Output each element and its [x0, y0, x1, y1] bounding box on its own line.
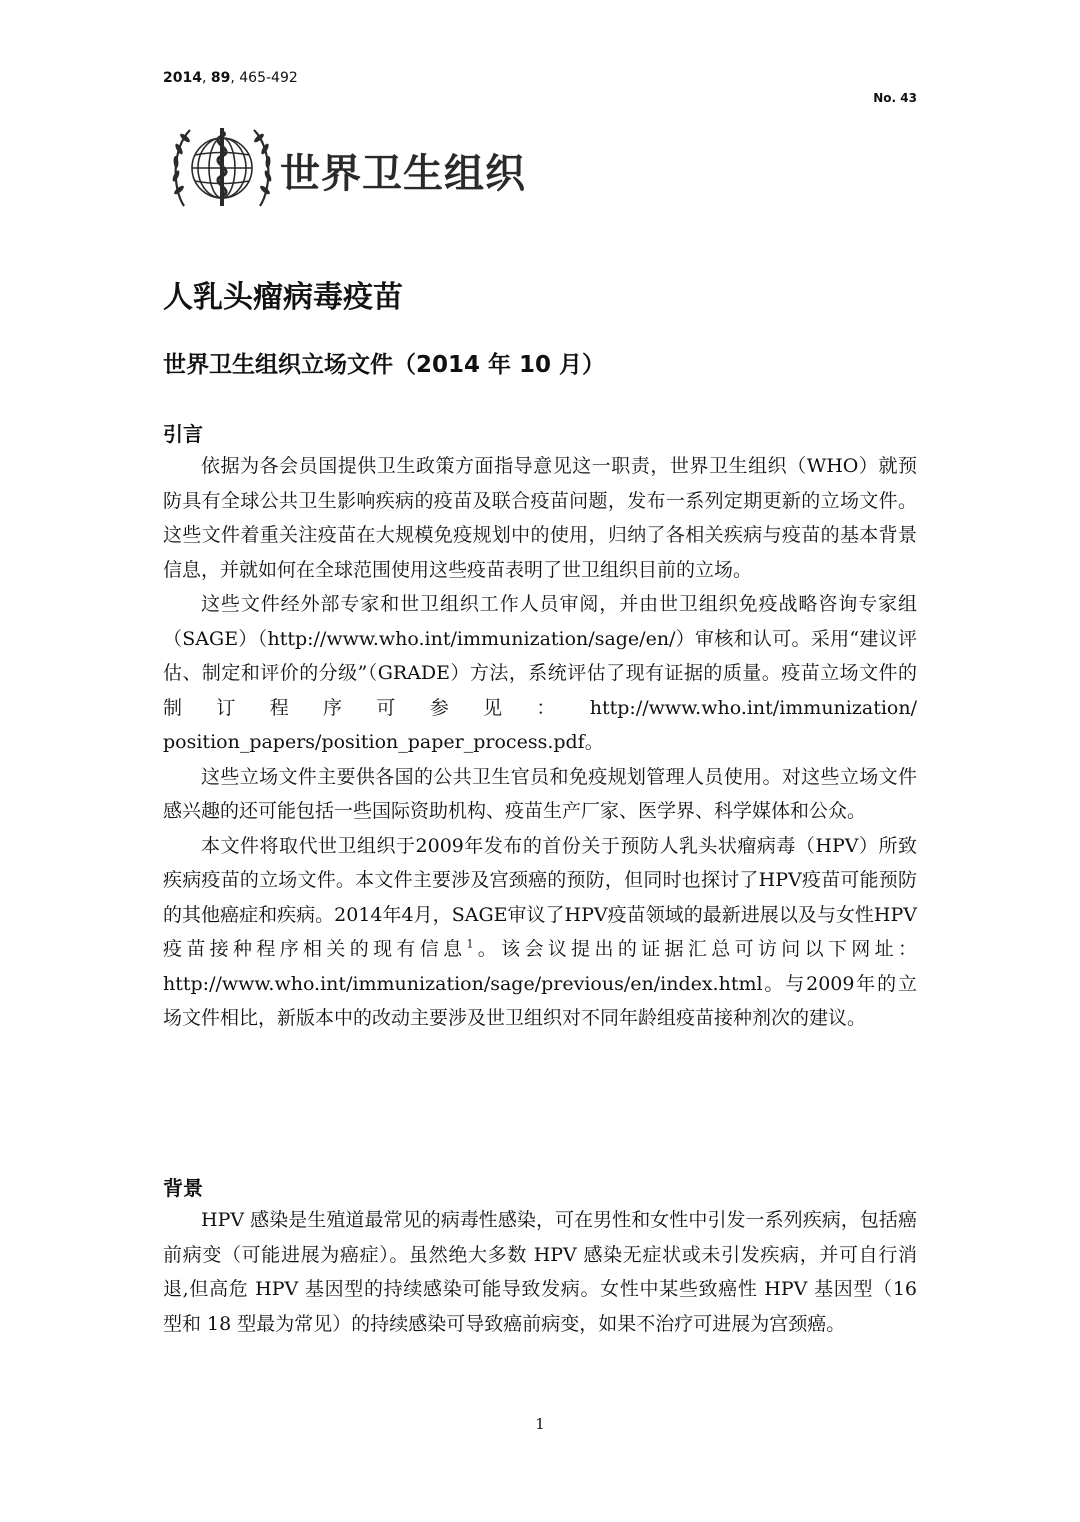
section-heading-background: 背景 — [163, 1176, 203, 1200]
citation: 2014, 89, 465-492 — [163, 70, 298, 86]
citation-pages: , 465-492 — [230, 70, 298, 86]
paragraph: 依据为各会员国提供卫生政策方面指导意见这一职责，世界卫生组织（WHO）就预防具有全球公共卫生影响疾病的疫苗及联合疫苗问题，发布一系列定期更新的立场文件。这些文件着重关注疫苗在大规模免疫规划中的使用，归纳了各相关疾病与疫苗的基本背景信息，并就如何在全球范围使用这些疫苗表明了世卫组织目前的立场。 — [163, 455, 917, 581]
page-number: 1 — [535, 1415, 545, 1433]
page-subtitle: 世界卫生组织立场文件（2014 年 10 月） — [163, 352, 606, 378]
paragraph: 这些文件经外部专家和世卫组织工作人员审阅，并由世卫组织免疫战略咨询专家组（SAGE）（http://www.who.int/immunization/sage/en/）审核和认可。采用“建议评估、制定和评价的分级”（GRADE）方法，系统评估了现有证据的质量。疫苗立场文件的制订程序可参见：http://www.who.int/immunization/ position_papers/position_paper_process.pdf。 — [163, 593, 917, 753]
organization-name: 世界卫生组织 — [280, 151, 526, 197]
page-title: 人乳头瘤病毒疫苗 — [163, 280, 403, 315]
citation-volume: 89 — [210, 70, 231, 86]
paragraph — [163, 829, 917, 1036]
citation-year: 2014 — [163, 70, 202, 86]
who-emblem-icon — [170, 118, 274, 214]
background-body — [163, 1203, 917, 1341]
paragraph-text: 本文件将取代世卫组织于2009年发布的首份关于预防人乳头状瘤病毒（HPV）所致疾病疫苗的立场文件。本文件主要涉及宫颈癌的预防，但同时也探讨了HPV疫苗可能预防的其他癌症和疾病。2014年4月，SAGE审议了HPV疫苗领域的最新进展以及与女性HPV疫苗接种程序相关的现有信息 — [163, 834, 917, 960]
issue-number: No. 43 — [873, 91, 917, 105]
paragraph-text: 。该会议提出的证据汇总可访问以下网址：http://www.who.int/immunization/sage/previous/en/index.html。与2009年的立场文件相比，新版本中的改动主要涉及世卫组织对不同年龄组疫苗接种剂次的建议。 — [163, 938, 917, 1029]
paragraph: 这些立场文件主要供各国的公共卫生官员和免疫规划管理人员使用。对这些立场文件感兴趣的还可能包括一些国际资助机构、疫苗生产厂家、医学界、科学媒体和公众。 — [163, 765, 917, 822]
paragraph: HPV 感染是生殖道最常见的病毒性感染，可在男性和女性中引发一系列疾病，包括癌前病变（可能进展为癌症）。虽然绝大多数 HPV 感染无症状或未引发疾病，并可自行消退,但高危 HPV 基因型的持续感染可能导致发病。女性中某些致癌性 HPV 基因型（16 型和 18 型最为常见）的持续感染可导致癌前病变，如果不治疗可进展为宫颈癌。 — [163, 1209, 917, 1335]
footnote-marker: 1 — [466, 937, 474, 951]
section-heading-intro: 引言 — [163, 422, 203, 446]
intro-body — [163, 449, 917, 1036]
